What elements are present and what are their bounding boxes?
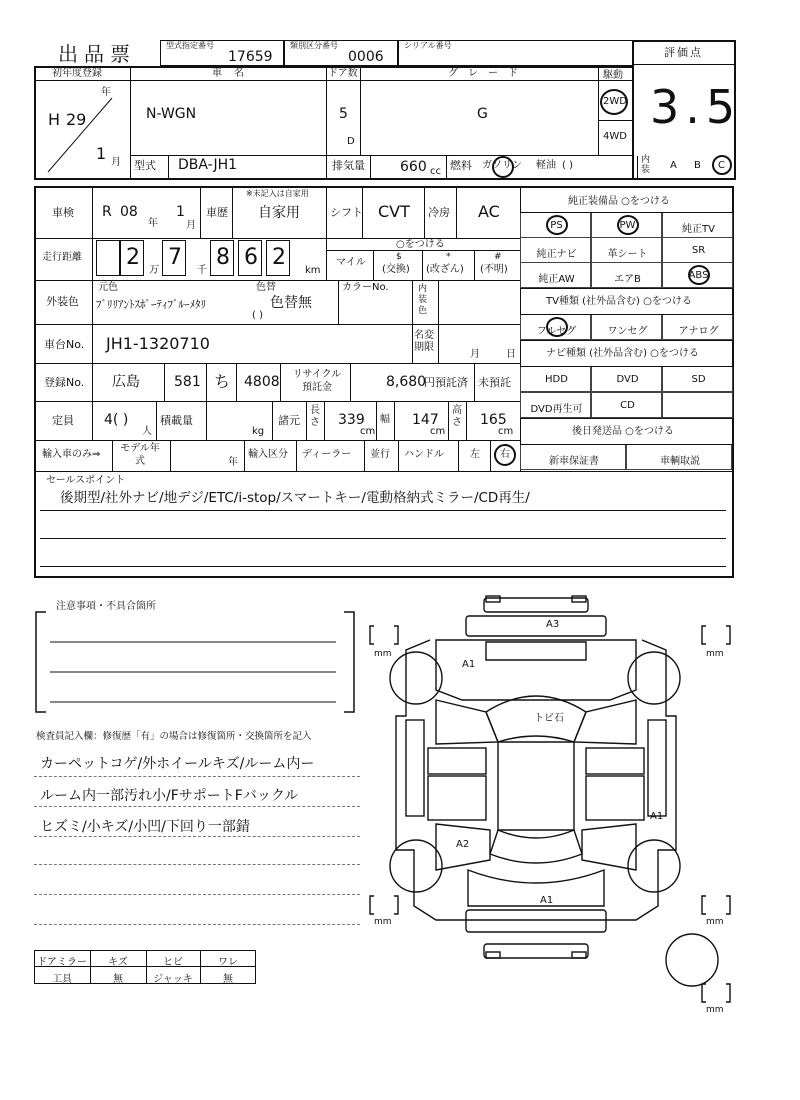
damage-label-a3: A3 xyxy=(546,619,560,630)
load-label: 積載量 xyxy=(160,414,193,427)
doors-value: 5 xyxy=(339,106,348,122)
equipment-item-label: SR xyxy=(691,245,706,256)
mileage-digit: 6 xyxy=(244,245,258,270)
caution-label: 注意事項・不具合箇所 xyxy=(56,601,156,612)
grade-label: グレード xyxy=(448,68,528,79)
damage-label-a1-right: A1 xyxy=(650,811,664,822)
handle-right: 右 xyxy=(500,449,510,460)
altered-symbol: * xyxy=(446,252,451,262)
month-unit: 月 xyxy=(111,157,121,168)
model-year-unit: 年 xyxy=(228,457,238,468)
damage-label-a2: A2 xyxy=(456,839,470,850)
navi-item-label: HDD xyxy=(545,374,568,385)
car-name: N-WGN xyxy=(146,106,197,122)
damage-label-tobi-ishi: トビ石 xyxy=(534,713,564,724)
inspection-year-unit: 年 xyxy=(148,218,158,229)
door-suffix: D xyxy=(347,136,355,147)
mileage-mile: マイル xyxy=(336,257,366,268)
grade-value: G xyxy=(477,106,488,122)
tools-header-door-mirror: ドアミラー xyxy=(37,957,87,968)
tv-item-label: アナログ xyxy=(678,326,719,337)
note-line-2: ルーム内一部汚れ小/FサポートFバックル xyxy=(40,788,299,804)
mileage-km: km xyxy=(305,265,321,276)
unknown-symbol: # xyxy=(494,252,502,262)
later-item-label: 車輌取説 xyxy=(660,456,700,467)
tools-label-jack: ジャッキ xyxy=(153,974,193,985)
equipment-item-label: PW xyxy=(619,220,636,231)
import-type-label: 輸入区分 xyxy=(248,449,288,460)
recycle-unpaid: 未預託 xyxy=(478,376,511,389)
fuel-label: 燃料 xyxy=(450,159,472,172)
load-unit: kg xyxy=(252,426,265,437)
chassis-label: 車台No. xyxy=(44,338,85,351)
mm-unit-fr: mm xyxy=(706,649,724,659)
damage-label-a1-rear: A1 xyxy=(540,895,554,906)
equipment-title: 純正装備品 ○をつける xyxy=(568,196,670,207)
mm-unit-rl: mm xyxy=(374,917,392,927)
inspection-label: 車検 xyxy=(52,206,74,219)
reg-number: 4808 xyxy=(244,374,280,390)
width-label: 幅 xyxy=(380,414,390,425)
model-code-value: 17659 xyxy=(228,49,273,65)
tv-item-label: ワンセグ xyxy=(607,326,648,337)
interior-c: C xyxy=(718,160,725,171)
recycle-amount: 8,680 xyxy=(386,374,427,390)
tools-value-tools: 無 xyxy=(113,974,123,985)
class-code-label: 類別区分番号 xyxy=(290,41,338,50)
inspection-year: 08 xyxy=(120,204,138,220)
note-line-1: カーペットコゲ/外ホイールキズ/ルーム内ー xyxy=(40,756,315,772)
height-value: 165 xyxy=(480,412,507,428)
doors-label: ドア数 xyxy=(328,68,358,79)
damage-label-a1-front: A1 xyxy=(462,659,476,670)
capacity-label: 定員 xyxy=(52,414,74,427)
later-item-label: 新車保証書 xyxy=(549,456,599,467)
handle-left: 左 xyxy=(470,449,480,460)
orig-color-label: 元色 xyxy=(98,282,118,293)
meigi-label: 名変期限 xyxy=(414,330,434,353)
equipment-item-label: 純正ナビ xyxy=(536,249,577,260)
serial-label: シリアル番号 xyxy=(404,41,452,50)
score-value: 3.5 xyxy=(650,80,742,134)
history-label: 車歴 xyxy=(206,206,228,219)
mileage-label: 走行距離 xyxy=(42,252,82,263)
displacement-label: 排気量 xyxy=(332,159,365,172)
interior-a: A xyxy=(670,160,677,171)
interior-label: 内装 xyxy=(641,155,651,175)
import-label: 輸入車のみ⇒ xyxy=(42,449,101,460)
inspection-month-unit: 月 xyxy=(186,220,196,231)
fuel-gasoline: ガソリン xyxy=(482,160,522,171)
tools-header-scratch: キズ xyxy=(108,957,128,968)
chassis-value: JH1-1320710 xyxy=(106,334,210,353)
tools-header-crack: ヒビ xyxy=(163,957,183,968)
exterior-label: 外装色 xyxy=(46,295,79,308)
model-code-label: 型式指定番号 xyxy=(166,41,214,50)
mileage-digit: 8 xyxy=(216,245,230,270)
color-change-label: 色替 xyxy=(256,282,276,293)
mm-unit-spare: mm xyxy=(706,1005,724,1015)
dealer-option: ディーラー xyxy=(302,449,352,460)
interior-color-label: 内装色 xyxy=(418,284,428,316)
inspection-era: R xyxy=(102,204,112,220)
sales-label: セールスポイント xyxy=(46,475,126,486)
meigi-day: 日 xyxy=(506,349,516,360)
shift-label: シフト xyxy=(330,206,363,219)
first-reg-year: 29 xyxy=(66,110,87,129)
color-no-label: カラーNo. xyxy=(342,282,389,293)
type-label: 型式 xyxy=(134,159,156,172)
mileage-man: 万 xyxy=(149,265,159,276)
history-value: 自家用 xyxy=(258,205,300,221)
sales-text: 後期型/社外ナビ/地デジ/ETC/i-stop/スマートキー/電動格納式ミラー/CD再生/ xyxy=(60,490,530,506)
length-value: 339 xyxy=(338,412,365,428)
fuel-diesel: 軽油 xyxy=(536,160,556,171)
capacity-value: 4( ) xyxy=(104,412,129,428)
inspection-month: 1 xyxy=(176,204,185,220)
cc-unit: cc xyxy=(430,166,441,177)
color-paren: ( ) xyxy=(252,310,263,321)
type-value: DBA-JH1 xyxy=(178,157,238,173)
dims-label: 諸元 xyxy=(278,414,300,427)
equipment-item-label: 革シート xyxy=(607,249,648,260)
tv-title: TV種類 (社外品含む) ○をつける xyxy=(546,296,692,307)
mileage-sen: 千 xyxy=(197,265,207,276)
mm-unit-rr: mm xyxy=(706,917,724,927)
fuel-other: ( ) xyxy=(562,160,573,171)
later-title: 後日発送品 ○をつける xyxy=(572,426,674,437)
page-title: 出品票 xyxy=(58,42,136,66)
handle-label: ハンドル xyxy=(404,449,444,460)
navi-item-label: DVD再生可 xyxy=(530,404,583,415)
recycle-label: リサイクル預託金 xyxy=(292,369,342,393)
equipment-item-label: 純正AW xyxy=(538,274,575,285)
first-reg-month: 1 xyxy=(96,144,107,163)
exterior-color: ﾌﾞﾘﾘｱﾝﾄｽﾎﾟｰﾃｨﾌﾞﾙｰﾒﾀﾘ xyxy=(96,298,206,311)
width-value: 147 xyxy=(412,412,439,428)
height-label: 高さ xyxy=(452,405,462,428)
navi-item-label: CD xyxy=(620,400,635,411)
ac-value: AC xyxy=(478,202,500,221)
reg-class: 581 xyxy=(174,374,201,390)
color-change-value: 色替無 xyxy=(270,295,312,311)
equipment-item-label: PS xyxy=(550,220,563,231)
car-name-label: 車名 xyxy=(212,68,256,79)
length-unit: cm xyxy=(360,426,376,437)
model-year-label: モデル年式 xyxy=(120,443,160,467)
inspector-label: 検査員記入欄：修復歴「有」の場合は修復箇所・交換箇所を記入 xyxy=(36,731,312,742)
note-line-3: ヒズミ/小キズ/小凹/下回り一部錆 xyxy=(40,819,250,835)
displacement-value: 660 xyxy=(400,159,427,175)
mileage-digit: 2 xyxy=(126,245,140,270)
equipment-item-label: エアB xyxy=(614,274,641,285)
parallel-option: 並行 xyxy=(370,449,390,460)
equipment-item-label: ABS xyxy=(688,270,709,281)
shift-value: CVT xyxy=(378,202,410,221)
year-unit: 年 xyxy=(101,87,111,98)
mileage-digit: 2 xyxy=(272,245,286,270)
reg-area: 広島 xyxy=(112,374,140,390)
drive-label: 駆動 xyxy=(603,70,623,81)
navi-title: ナビ種類 (社外品含む) ○をつける xyxy=(546,348,699,359)
unknown-label: (不明) xyxy=(480,264,508,275)
tools-label-tools: 工具 xyxy=(52,974,72,985)
recycle-paid: 円預託済 xyxy=(424,376,468,389)
equipment-item-label: 純正TV xyxy=(682,224,715,235)
drive-2wd: 2WD xyxy=(603,96,627,107)
length-label: 長さ xyxy=(310,405,320,428)
height-unit: cm xyxy=(498,426,514,437)
tools-header-break: ワレ xyxy=(218,957,238,968)
mileage-mark-label: ○をつける xyxy=(396,239,445,250)
class-code-value: 0006 xyxy=(348,49,384,65)
era: H xyxy=(48,110,61,129)
tools-value-jack: 無 xyxy=(223,974,233,985)
width-unit: cm xyxy=(430,426,446,437)
score-label: 評価点 xyxy=(664,46,703,59)
navi-item-label: DVD xyxy=(616,374,639,385)
history-note: ※未記入は自家用 xyxy=(246,189,309,198)
reg-label: 登録No. xyxy=(44,376,85,389)
person-unit: 人 xyxy=(142,426,152,437)
drive-4wd: 4WD xyxy=(603,131,627,142)
mileage-digit: 7 xyxy=(168,245,182,270)
first-reg-label: 初年度登録 xyxy=(52,68,102,79)
reg-kana: ち xyxy=(214,372,231,391)
exchange-symbol: $ xyxy=(396,252,402,262)
altered-label: (改ざん) xyxy=(426,264,464,275)
ac-label: 冷房 xyxy=(428,206,450,219)
interior-b: B xyxy=(694,160,701,171)
tv-item-label: フルセグ xyxy=(536,326,577,337)
exchange-label: (交換) xyxy=(382,264,410,275)
navi-item-label: SD xyxy=(691,374,706,385)
meigi-month-unit: 月 xyxy=(470,349,480,360)
mm-unit-fl: mm xyxy=(374,649,392,659)
